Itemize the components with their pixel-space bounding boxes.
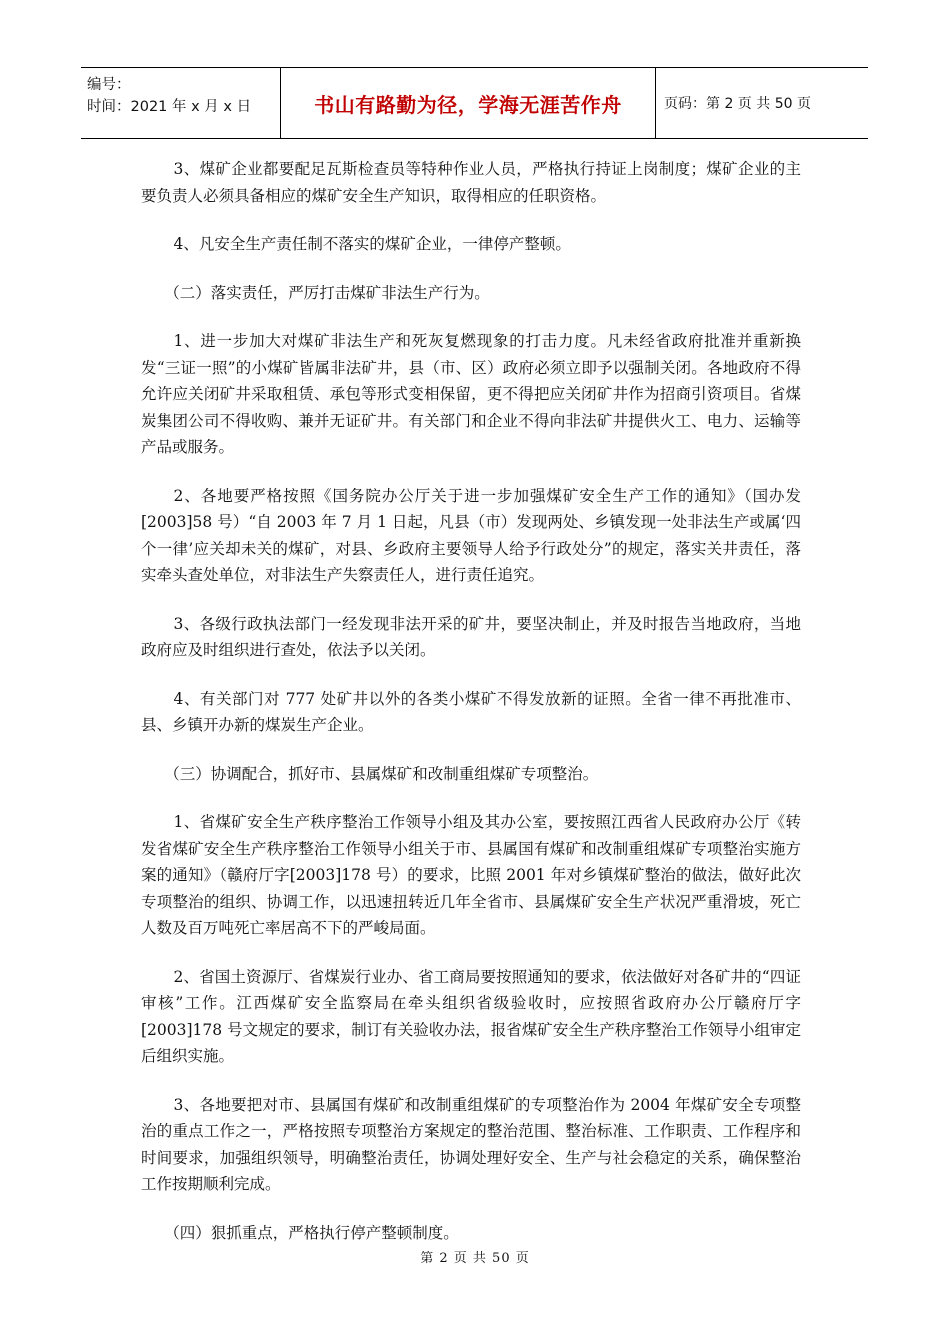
page-footer: 第 2 页 共 50 页 (420, 1251, 530, 1266)
body-paragraph: 3、各级行政执法部门一经发现非法开采的矿井，要坚决制止，并及时报告当地政府，当地政府应及时组织进行查处，依法予以关闭。 (141, 614, 801, 659)
page-header (81, 67, 868, 139)
date-label: 时间：2021 年 x 月 x 日 (87, 99, 252, 115)
doc-number-label: 编号： (87, 77, 131, 93)
body-paragraph: 4、有关部门对 777 处矿井以外的各类小煤矿不得发放新的证照。全省一律不再批准市、县、乡镇开办新的煤炭生产企业。 (141, 689, 801, 734)
header-meta (81, 68, 281, 138)
body-paragraph: 4、凡安全生产责任制不落实的煤矿企业，一律停产整顿。 (173, 235, 571, 253)
body-paragraph: 1、进一步加大对煤矿非法生产和死灰复燃现象的打击力度。凡未经省政府批准并重新换发“三证一照”的小煤矿皆属非法矿井，县（市、区）政府必须立即予以强制关闭。各地政府不得允许应关闭矿井采取租赁、承包等形式变相保留，更不得把应关闭矿井作为招商引资项目。省煤炭集团公司不得收购、兼并无证矿井。有关部门和企业不得向非法矿井提供火工、电力、运输等产品或服务。 (141, 332, 801, 456)
section-heading: （二）落实责任，严厉打击煤矿非法生产行为。 (164, 283, 490, 302)
section-heading: （三）协调配合，抓好市、县属煤矿和改制重组煤矿专项整治。 (164, 764, 599, 783)
body-paragraph: 3、煤矿企业都要配足瓦斯检查员等特种作业人员，严格执行持证上岗制度；煤矿企业的主要负责人必须具备相应的煤矿安全生产知识，取得相应的任职资格。 (141, 160, 801, 205)
body-paragraph: 3、各地要把对市、县属国有煤矿和改制重组煤矿的专项整治作为 2004 年煤矿安全专项整治的重点工作之一，严格按照专项整治方案规定的整治范围、整治标准、工作职责、工作程序和时间要求，加强组织领导，明确整治责任，协调处理好安全、生产与社会稳定的关系，确保整治工作按期顺利完成。 (141, 1095, 801, 1193)
body-paragraph: 2、各地要严格按照《国务院办公厅关于进一步加强煤矿安全生产工作的通知》（国办发[2003]58 号）“自 2003 年 7 月 1 日起，凡县（市）发现两处、乡镇发现一处非法生产或属‘四个一律’应关却未关的煤矿，对县、乡政府主要领导人给予行政处分”的规定，落实关井责任，落实牵头查处单位，对非法生产失察责任人，进行责任追究。 (141, 486, 801, 584)
section-heading: （四）狠抓重点，严格执行停产整顿制度。 (164, 1223, 459, 1242)
document-body (141, 156, 801, 1268)
header-page-info: 页码：第 2 页 共 50 页 (664, 96, 811, 112)
body-paragraph: 2、省国土资源厅、省煤炭行业办、省工商局要按照通知的要求，依法做好对各矿井的“四证审核”工作。江西煤矿安全监察局在牵头组织省级验收时，应按照省政府办公厅赣府厅字[2003]178 号文规定的要求，制订有关验收办法，报省煤矿安全生产秩序整治工作领导小组审定后组织实施。 (141, 967, 801, 1065)
header-motto: 书山有路勤为径，学海无涯苦作舟 (281, 68, 656, 138)
body-paragraph: 1、省煤矿安全生产秩序整治工作领导小组及其办公室，要按照江西省人民政府办公厅《转发省煤矿安全生产秩序整治工作领导小组关于市、县属国有煤矿和改制重组煤矿专项整治实施方案的通知》（赣府厅字[2003]178 号）的要求，比照 2001 年对乡镇煤矿整治的做法，做好此次专项整治的组织、协调工作，以迅速扭转近几年全省市、县属煤矿安全生产状况严重滑坡，死亡人数及百万吨死亡率居高不下的严峻局面。 (141, 813, 801, 937)
